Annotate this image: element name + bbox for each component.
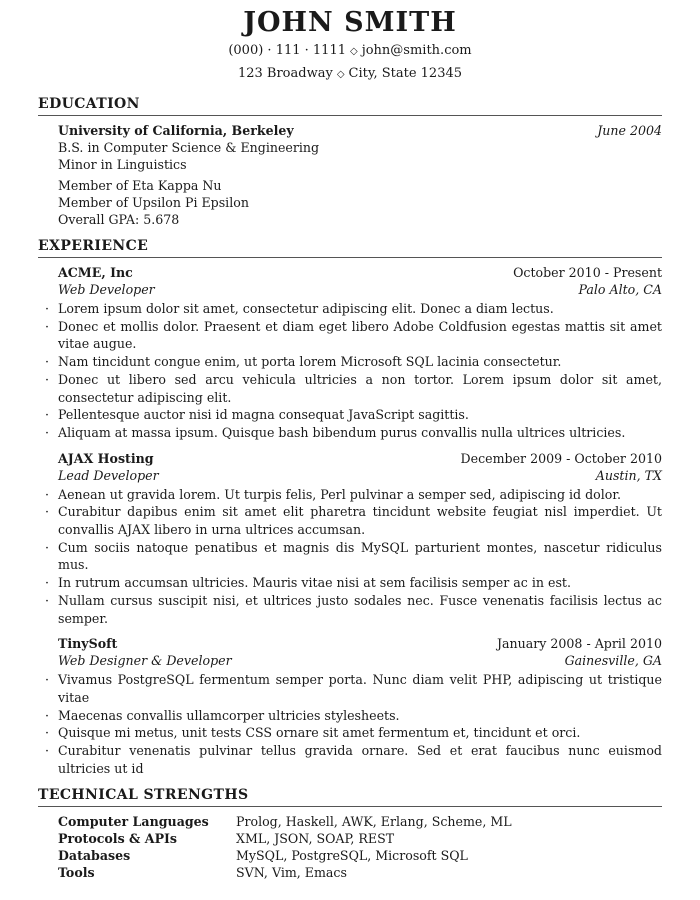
job-dates: January 2008 - April 2010 xyxy=(496,636,662,652)
bullet-item: · Donec et mollis dolor. Praesent et diam eget libero Adobe Coldfusion egestas mattis sit amet vitae augue. xyxy=(45,318,662,352)
city-state: City, State 12345 xyxy=(348,66,463,81)
job-dates: December 2009 - October 2010 xyxy=(460,450,662,466)
school-name: University of California, Berkeley xyxy=(58,123,294,138)
skill-label: Databases xyxy=(58,848,131,864)
section-title-skills: TECHNICAL STRENGTHS xyxy=(38,787,249,804)
job-location: Austin, TX xyxy=(595,467,662,483)
bullet-dot-icon: · xyxy=(45,301,50,316)
skills-section xyxy=(38,786,662,881)
bullet-dot-icon: · xyxy=(45,725,50,741)
section-divider xyxy=(38,257,662,258)
contact-line-1 xyxy=(38,40,662,63)
bullet-item: · Aenean ut gravida lorem. Ut turpis felis, Perl pulvinar a semper sed, adipiscing id dolor. xyxy=(45,486,621,502)
phone-number: (000) · 111 · 1111 xyxy=(228,43,346,58)
contact-line-2 xyxy=(38,63,662,86)
degree-line: B.S. in Computer Science & Engineering xyxy=(58,140,320,155)
skill-row xyxy=(58,864,662,881)
bullet-item: · Nullam cursus suscipit nisi, et ultrices justo sodales nec. Fusce venenatis facilisis lectus ac semper. xyxy=(45,592,662,626)
skill-value: MySQL, PostgreSQL, Microsoft SQL xyxy=(236,848,468,864)
education-section xyxy=(38,95,662,228)
bullet-item: · Pellentesque auctor nisi id magna consequat JavaScript sagittis. xyxy=(45,407,469,423)
bullet-dot-icon: · xyxy=(45,592,50,608)
job-bullets xyxy=(38,671,662,777)
bullet-dot-icon: · xyxy=(45,407,50,423)
bullet-item: · Cum sociis natoque penatibus et magnis dis MySQL parturient montes, nascetur ridiculus mus. xyxy=(45,539,662,573)
section-divider xyxy=(38,115,662,116)
education-entry xyxy=(38,122,662,228)
resume-name: JOHN SMITH xyxy=(243,7,457,38)
bullet-item: · Curabitur venenatis pulvinar tellus gravida ornare. Sed et erat faucibus nunc euismod ultricies ut id xyxy=(45,743,662,776)
skill-row xyxy=(58,813,662,830)
bullet-item: · Donec ut libero sed arcu vehicula ultricies a non tortor. Lorem ipsum dolor sit amet, consectetur adipiscing elit. xyxy=(45,371,662,405)
skill-value: Prolog, Haskell, AWK, Erlang, Scheme, ML xyxy=(236,814,512,830)
bullet-item: · Nam tincidunt congue enim, ut porta lorem Microsoft SQL lacinia consectetur. xyxy=(45,354,562,370)
skill-value: XML, JSON, SOAP, REST xyxy=(236,831,395,847)
diamond-separator: ◇ xyxy=(336,69,345,80)
job-role: Lead Developer xyxy=(58,467,159,483)
bullet-item: · Vivamus PostgreSQL fermentum semper porta. Nunc diam velit PHP, adipiscing ut tristique vitae xyxy=(45,672,662,705)
bullet-item: · In rutrum accumsan ultricies. Mauris vitae nisi at sem facilisis semper ac in est. xyxy=(45,575,571,591)
skill-row xyxy=(58,847,662,864)
bullet-item: · Quisque mi metus, unit tests CSS ornare sit amet fermentum et, tincidunt et orci. xyxy=(45,725,581,741)
job-entry xyxy=(38,264,662,442)
company-name: AJAX Hosting xyxy=(58,450,154,466)
honor-line: Member of Upsilon Pi Epsilon xyxy=(58,195,249,210)
section-divider xyxy=(38,806,662,807)
email-address[interactable]: john@smith.com xyxy=(361,43,472,58)
bullet-dot-icon: · xyxy=(45,743,50,759)
bullet-dot-icon: · xyxy=(45,575,50,591)
job-dates: October 2010 - Present xyxy=(513,265,662,280)
resume-page xyxy=(38,0,662,881)
diamond-separator: ◇ xyxy=(350,46,358,57)
gpa-line: Overall GPA: 5.678 xyxy=(58,212,180,227)
skill-row xyxy=(58,830,662,847)
job-entry xyxy=(38,450,662,628)
skill-label: Tools xyxy=(58,865,95,881)
bullet-dot-icon: · xyxy=(45,539,50,555)
minor-line: Minor in Linguistics xyxy=(58,157,187,172)
bullet-item: · Lorem ipsum dolor sit amet, consectetur adipiscing elit. Donec a diam lectus. xyxy=(45,301,554,316)
bullet-dot-icon: · xyxy=(45,371,50,387)
skill-value: SVN, Vim, Emacs xyxy=(236,865,347,881)
bullet-dot-icon: · xyxy=(45,504,50,520)
bullet-dot-icon: · xyxy=(45,354,50,370)
bullet-item: · Aliquam at massa ipsum. Quisque bash bibendum purus convallis nulla ultrices ultricies. xyxy=(45,424,626,440)
bullet-item: · Curabitur dapibus enim sit amet elit pharetra tincidunt website feugiat nisl imperdiet. Ut convallis AJAX libero in urna ultrices accumsan. xyxy=(45,504,662,538)
experience-section xyxy=(38,237,662,777)
bullet-dot-icon: · xyxy=(45,318,50,334)
graduation-date: June 2004 xyxy=(597,123,662,138)
bullet-dot-icon: · xyxy=(45,486,50,502)
skills-table xyxy=(38,813,662,881)
job-bullets xyxy=(38,486,662,628)
job-location: Gainesville, GA xyxy=(564,653,662,669)
street-address: 123 Broadway xyxy=(237,66,333,81)
bullet-dot-icon: · xyxy=(45,424,50,440)
section-title-education: EDUCATION xyxy=(38,96,140,112)
honor-line: Member of Eta Kappa Nu xyxy=(58,178,222,193)
job-bullets xyxy=(38,300,662,442)
job-role: Web Designer & Developer xyxy=(58,653,232,669)
job-location: Palo Alto, CA xyxy=(578,282,662,297)
section-title-experience: EXPERIENCE xyxy=(38,238,149,254)
company-name: TinySoft xyxy=(58,636,118,652)
bullet-dot-icon: · xyxy=(45,672,50,688)
job-entry xyxy=(38,635,662,777)
skill-label: Computer Languages xyxy=(58,814,209,830)
job-role: Web Developer xyxy=(58,282,155,297)
bullet-item: · Maecenas convallis ullamcorper ultricies stylesheets. xyxy=(45,707,400,723)
bullet-dot-icon: · xyxy=(45,707,50,723)
company-name: ACME, Inc xyxy=(58,265,133,280)
skill-label: Protocols & APIs xyxy=(58,831,178,847)
